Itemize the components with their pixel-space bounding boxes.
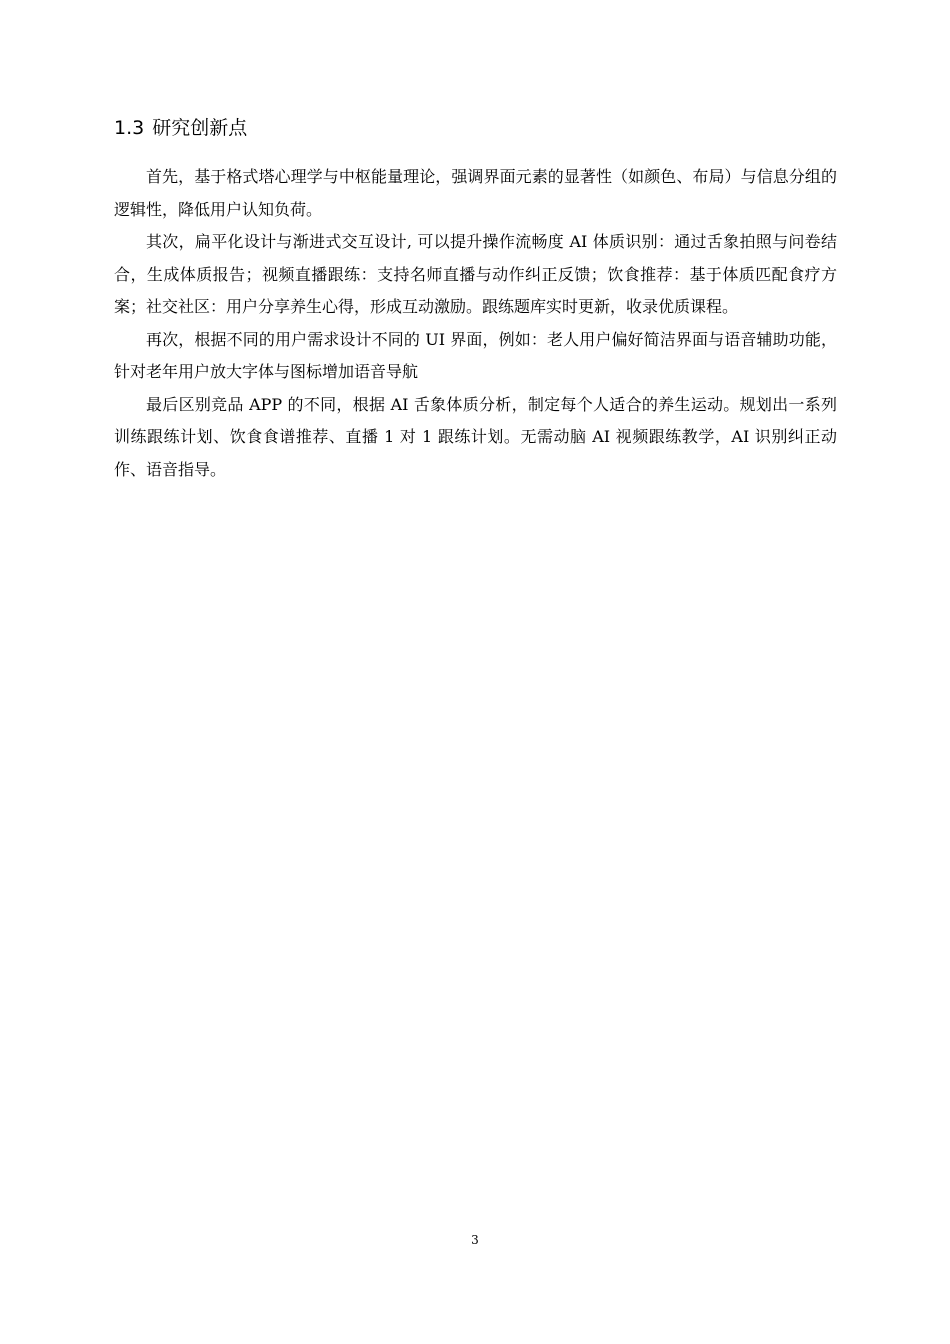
paragraph-third: 再次，根据不同的用户需求设计不同的 UI 界面，例如：老人用户偏好简洁界面与语音辅助功能，针对老年用户放大字体与图标增加语音导航 (114, 329, 837, 381)
paragraph-first: 首先，基于格式塔心理学与中枢能量理论，强调界面元素的显著性（如颜色、布局）与信息分组的逻辑性，降低用户认知负荷。 (114, 167, 837, 219)
section-number: 1.3 (114, 117, 145, 139)
section-heading (114, 114, 247, 142)
section-title: 研究创新点 (152, 117, 248, 139)
body-text (114, 161, 837, 486)
paragraph-fourth: 最后区别竞品 APP 的不同，根据 AI 舌象体质分析，制定每个人适合的养生运动。规划出一系列训练跟练计划、饮食食谱推荐、直播 1 对 1 跟练计划。无需动脑 AI 视频跟练教学，AI 识别纠正动作、语音指导。 (114, 394, 837, 479)
paragraph-second: 其次，扁平化设计与渐进式交互设计, 可以提升操作流畅度 AI 体质识别：通过舌象拍照与问卷结合，生成体质报告；视频直播跟练：支持名师直播与动作纠正反馈；饮食推荐：基于体质匹配食疗方案；社交社区：用户分享养生心得，形成互动激励。跟练题库实时更新，收录优质课程。 (114, 232, 837, 316)
page-number: 3 (471, 1233, 479, 1247)
